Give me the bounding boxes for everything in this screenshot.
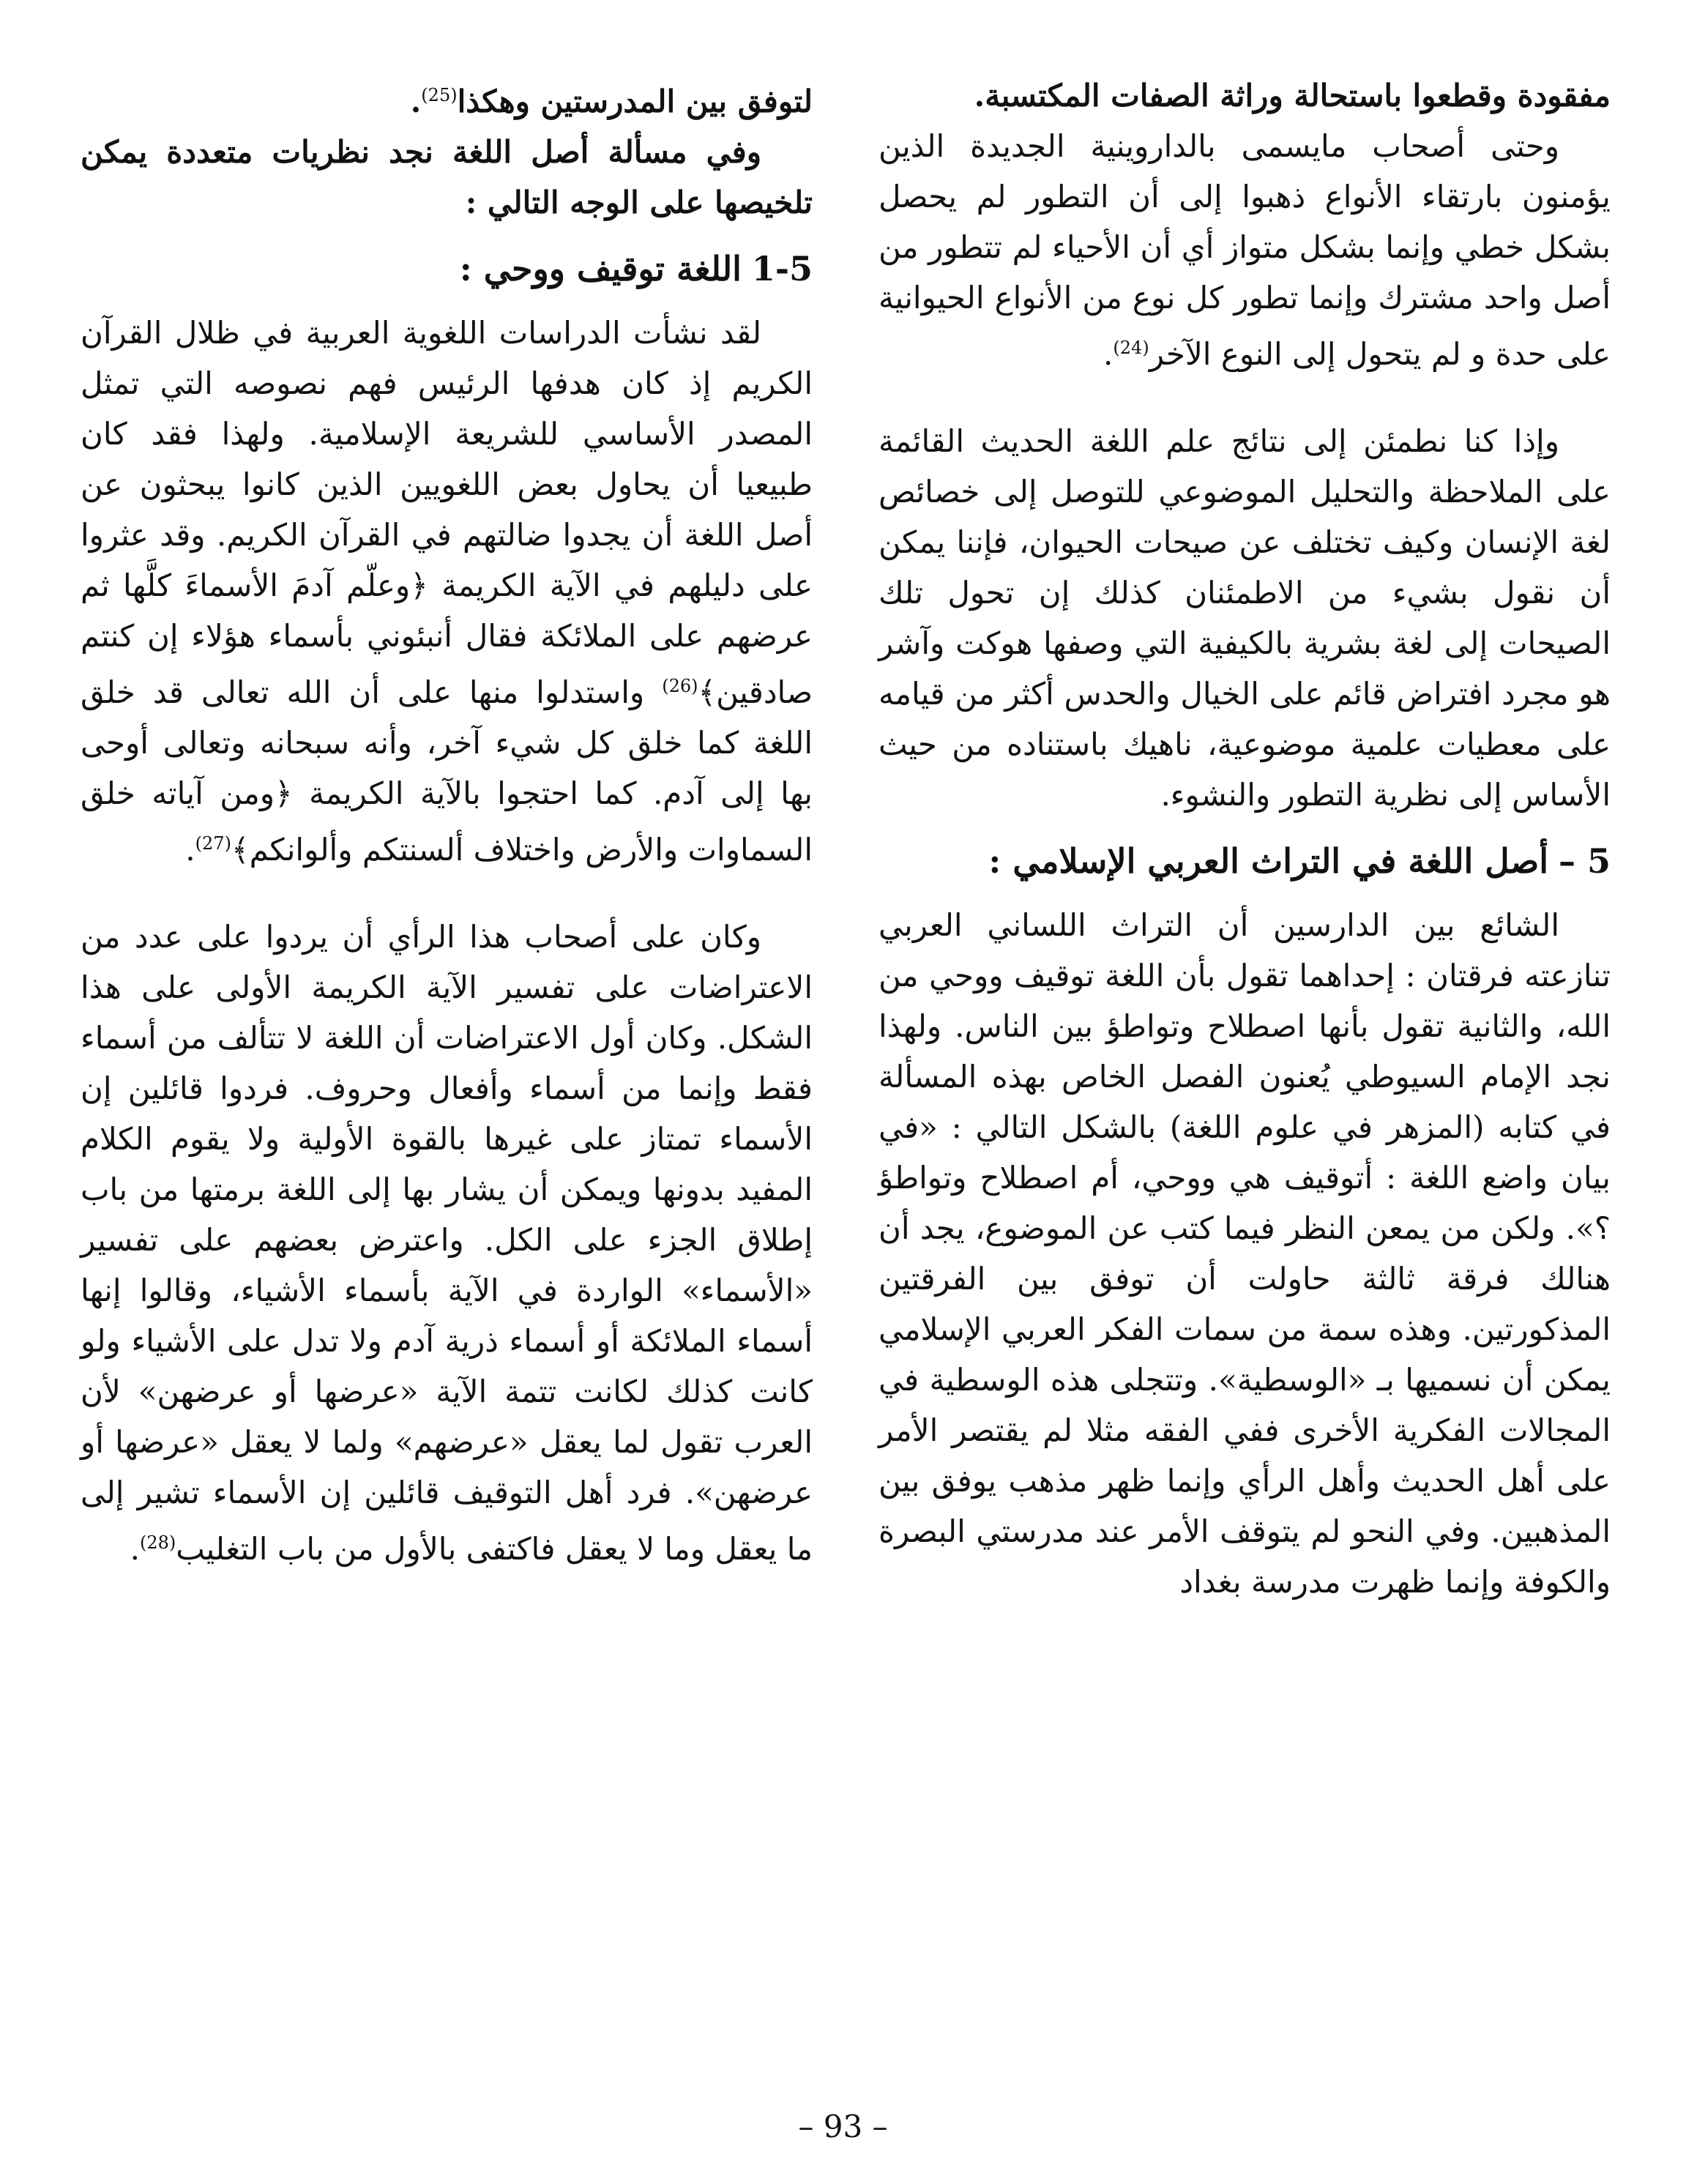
- page-number: – 93 –: [798, 2109, 888, 2144]
- right-column: [879, 70, 1611, 1607]
- paragraph-continuation: [879, 70, 1611, 121]
- theories-intro-text: وفي مسألة أصل اللغة نجد نظريات متعددة يمكن تلخيصها على الوجه التالي :: [81, 134, 813, 220]
- section-heading-5: [879, 836, 1611, 887]
- neo-darwinism-text: وحتى أصحاب مايسمى بالداروينية الجديدة الذين يؤمنون بارتقاء الأنواع ذهبوا إلى أن التطور لم يحصل بشكل خطي وإنما بشكل متواز أي أن الأحياء لم تتطور من أصل واحد مشترك وإنما تطور كل نوع من الأنواع الحيوانية على حدة و لم يتحول إلى النوع الآخر: [879, 128, 1611, 372]
- footnote-ref-28: (28): [139, 1532, 176, 1553]
- objections-text: وكان على أصحاب هذا الرأي أن يردوا على عدد من الاعتراضات على تفسير الآية الكريمة الأولى على هذا الشكل. وكان أول الاعتراضات أن اللغة لا تتألف من أسماء فقط وإنما من أسماء وأفعال وحروف. فردوا قائلين إن الأسماء تمتاز على غيرها بالقوة الأولية ولا يقوم الكلام المفيد بدونها ويمكن أن يشار بها إلى اللغة برمتها من باب إطلاق الجزء على الكل. واعترض بعضهم على تفسير «الأسماء» الواردة في الآية بأسماء الأشياء، وقالوا إنها أسماء الملائكة أو أسماء ذرية آدم ولا تدل على الأشياء ولو كانت كذلك لكانت تتمة الآية «عرضها أو عرضهن» لأن العرب تقول لما يعقل «عرضهم» ولما لا يعقل «عرضها أو عرضهن». فرد أهل التوقيف قائلين إن الأسماء تشير إلى ما يعقل وما لا يعقل فاكتفى بالأول من باب التغليب: [81, 919, 813, 1567]
- paragraph-revelation: لقد نشأت الدراسات اللغوية العربية في ظلال القرآن الكريم إذ كان هدفها الرئيس فهم نصوصه التي تمثل المصدر الأساسي للشريعة الإسلامية. ولهذا فقد كان طبيعيا أن يحاول بعض اللغويين الذين كانوا يبحثون عن أصل اللغة أن يجدوا ضالتهم في القرآن الكريم. وقد عثروا على دليلهم في الآية الكريمة ﴿وعلّم آدمَ الأسماءَ كلَّها ثم عرضهم على الملائكة فقال أنبئوني بأسماء هؤلاء إن كنتم صادقين﴾$^{(26)}$ واستدلوا منها على أن الله تعالى قد خلق اللغة كما خلق كل شيء آخر، وأنه سبحانه وتعالى أوحى بها إلى آدم. كما احتجوا بالآية الكريمة ﴿ومن آياته خلق السماوات والأرض واختلاف ألسنتكم وألوانكم﴾$^{(27)}$.: [81, 315, 813, 868]
- paragraph-period: .: [1103, 336, 1114, 372]
- arab-heritage-text: الشائع بين الدارسين أن التراث اللساني العربي تنازعته فرقتان : إحداهما تقول بأن اللغة توقيف ووحي من الله، والثانية تقول بأنها اصطلاح وتواطؤ بين الناس. ولهذا نجد الإمام السيوطي يُعنون الفصل الخاص بهذه المسألة في كتابه (المزهر في علوم اللغة) بالشكل التالي : «في بيان واضع اللغة : أتوقيف هي ووحي، أم اصطلاح وتواطؤ ؟». ولكن من يمعن النظر فيما كتب عن الموضوع، يجد أن هنالك فرقة ثالثة حاولت أن توفق بين الفرقتين المذكورتين. وهذه سمة من سمات الفكر العربي الإسلامي يمكن أن نسميها بـ «الوسطية». وتتجلى هذه الوسطية في المجالات الفكرية الأخرى ففي الفقه مثلا لم يقتصر الأمر على أهل الحديث وأهل الرأي وإنما ظهر مذهب يوفق بين المذهبين. وفي النحو لم يتوقف الأمر عند مدرستي البصرة والكوفة وإنما ظهرت مدرسة بغداد: [879, 907, 1611, 1600]
- section-heading-1-5: [81, 244, 813, 294]
- footnote-ref-26: (26): [662, 676, 698, 696]
- subsection-title: اللغة توقيف ووحي :: [459, 249, 742, 288]
- paragraph-modern-linguistics: [879, 416, 1611, 820]
- revelation-text: لقد نشأت الدراسات اللغوية العربية في ظلال القرآن الكريم إذ كان هدفها الرئيس فهم نصوصه التي تمثل المصدر الأساسي للشريعة الإسلامية. ولهذا فقد كان طبيعيا أن يحاول بعض اللغويين الذين كانوا يبحثون عن أصل اللغة أن يجدوا ضالتهم في القرآن الكريم. وقد عثروا على دليلهم في الآية الكريمة ﴿وعلّم آدمَ الأسماءَ كلَّها ثم عرضهم على الملائكة فقال أنبئوني بأسماء هؤلاء إن كنتم صادقين﴾: [81, 315, 813, 710]
- subsection-number: 1-5: [751, 249, 813, 288]
- paragraph-continuation-left: لتوفق بين المدرستين وهكذا$^{(25)}$.: [410, 83, 813, 119]
- paragraph-objections: وكان على أصحاب هذا الرأي أن يردوا على عدد من الاعتراضات على تفسير الآية الكريمة الأولى على هذا الشكل. وكان أول الاعتراضات أن اللغة لا تتألف من أسماء فقط وإنما من أسماء وأفعال وحروف. فردوا قائلين إن الأسماء تمتاز على غيرها بالقوة الأولية ولا يقوم الكلام المفيد بدونها ويمكن أن يشار بها إلى اللغة برمتها من باب إطلاق الجزء على الكل. واعترض بعضهم على تفسير «الأسماء» الواردة في الآية بأسماء الأشياء، وقالوا إنها أسماء الملائكة أو أسماء ذرية آدم ولا تدل على الأشياء ولو كانت كذلك لكانت تتمة الآية «عرضها أو عرضهن» لأن العرب تقول لما يعقل «عرضهم» ولما لا يعقل «عرضها أو عرضهن». فرد أهل التوقيف قائلين إن الأسماء تشير إلى ما يعقل وما لا يعقل فاكتفى بالأول من باب التغليب$^{(28)}$.: [81, 919, 813, 1567]
- modern-linguistics-text: وإذا كنا نطمئن إلى نتائج علم اللغة الحديث القائمة على الملاحظة والتحليل الموضوعي للتوصل إلى خصائص لغة الإنسان وكيف تختلف عن صيحات الحيوان، فإننا يمكن أن نقول بشيء من الاطمئنان كذلك إن تحول تلك الصيحات إلى لغة بشرية بالكيفية التي وصفها هوكت وآشر هو مجرد افتراض قائم على الخيال والحدس أكثر من قيامه على معطيات علمية موضوعية، ناهيك باستناده من حيث الأساس إلى نظرية التطور والنشوء.: [879, 423, 1611, 813]
- paragraph-theories-intro: [81, 127, 813, 228]
- footnote-ref-24: (24): [1113, 338, 1149, 358]
- paragraph-arab-heritage: [879, 900, 1611, 1607]
- section-title: أصل اللغة في التراث العربي الإسلامي :: [988, 841, 1548, 881]
- footnote-ref-27: (27): [195, 833, 231, 854]
- section-number: 5 –: [1558, 841, 1611, 881]
- footnote-ref-25: (25): [421, 85, 458, 105]
- paragraph-neo-darwinism: [879, 121, 1611, 379]
- continuation-line: مفقودة وقطعوا باستحالة وراثة الصفات المكتسبة.: [974, 78, 1611, 113]
- left-column: [81, 70, 813, 1574]
- revelation-text-continued: واستدلوا منها على أن الله تعالى قد خلق اللغة كما خلق كل شيء آخر، وأنه سبحانه وتعالى أوحى بها إلى آدم. كما احتجوا بالآية الكريمة ﴿ومن آياته خلق السماوات والأرض واختلاف ألسنتكم وألوانكم﴾: [81, 674, 813, 868]
- continuation-text: لتوفق بين المدرستين وهكذا: [457, 83, 813, 119]
